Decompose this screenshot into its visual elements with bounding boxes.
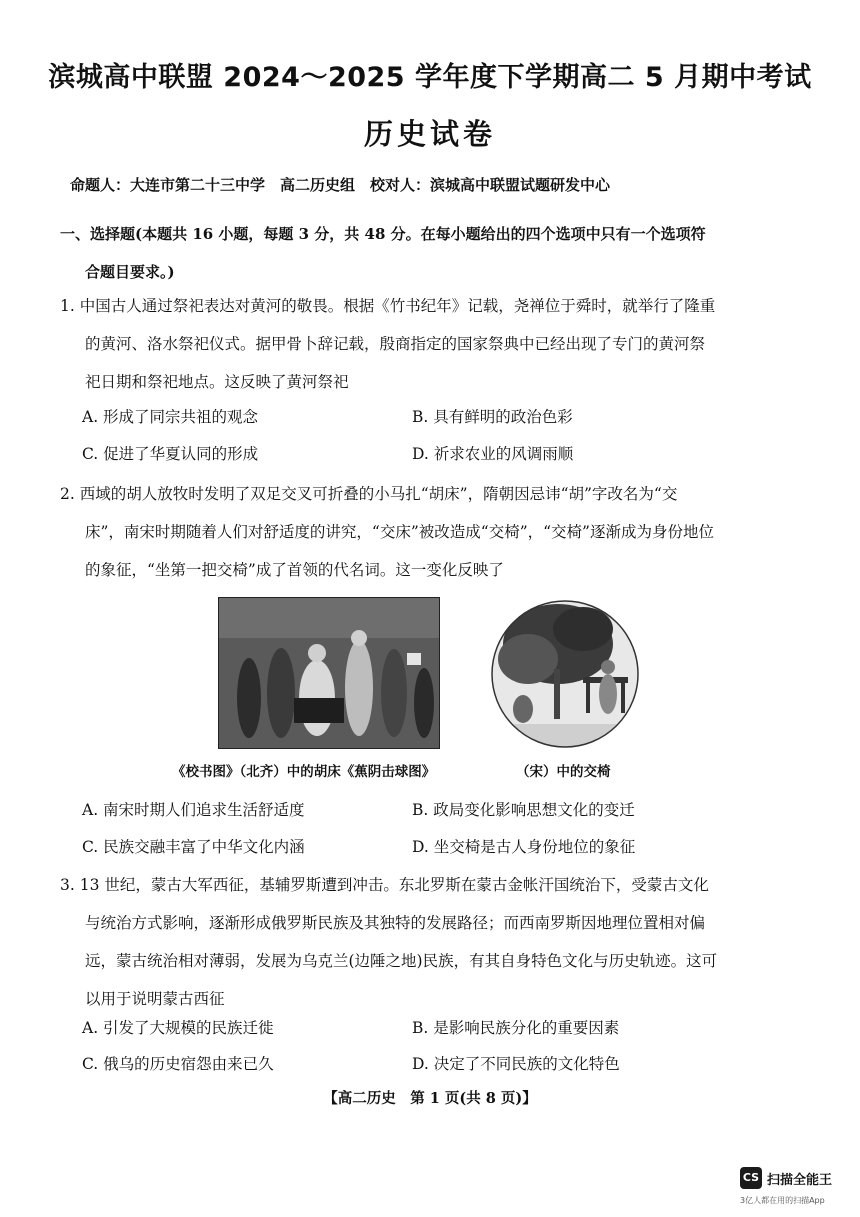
- q1-option-d: D. 祈求农业的风调雨顺: [412, 445, 574, 463]
- section-line-2: 合题目要求。): [85, 263, 175, 281]
- watermark-tagline: 3亿人都在用的扫描App: [740, 1196, 825, 1205]
- q2-option-d: D. 坐交椅是古人身份地位的象征: [412, 838, 636, 856]
- q1-line-1: 1. 中国古人通过祭祀表达对黄河的敬畏。根据《竹书纪年》记载，尧禅位于舜时，就举行了隆重: [60, 297, 716, 315]
- q1-option-b: B. 具有鲜明的政治色彩: [412, 408, 573, 426]
- exam-subject: 历史试卷: [363, 117, 496, 151]
- q1-line-2: 的黄河、洛水祭祀仪式。据甲骨卜辞记载，殷商指定的国家祭典中已经出现了专门的黄河祭: [85, 335, 706, 353]
- exam-title: 滨城高中联盟 2024～2025 学年度下学期高二 5 月期中考试: [48, 62, 812, 93]
- q2-line-2: 床”，南宋时期随着人们对舒适度的讲究，“交床”被改造成“交椅”，“交椅”逐渐成为身份地位: [85, 523, 714, 541]
- q3-line-4: 以用于说明蒙古西征: [85, 990, 225, 1008]
- q2-line-1: 2. 西域的胡人放牧时发明了双足交叉可折叠的小马扎“胡床”，隋朝因忌讳“胡”字改名为“交: [60, 485, 678, 503]
- caption-jiaoyi: （宋）中的交椅: [516, 764, 611, 780]
- q2-option-a: A. 南宋时期人们追求生活舒适度: [82, 801, 305, 819]
- q2-option-c: C. 民族交融丰富了中华文化内涵: [82, 838, 305, 856]
- section-line-1: 一、选择题(本题共 16 小题，每题 3 分，共 48 分。在每小题给出的四个选项中只有一个选项符: [60, 225, 706, 243]
- question-3-stem: [60, 866, 820, 1018]
- q1-line-3: 祀日期和祭祀地点。这反映了黄河祭祀: [85, 373, 349, 391]
- scanner-watermark: [740, 1165, 850, 1210]
- painting-jiaoyin-jiqiu-image: [488, 599, 643, 749]
- q3-line-1: 3. 13 世纪，蒙古大军西征，基辅罗斯遭到冲击。东北罗斯在蒙古金帐汗国统治下，受蒙古文化: [60, 876, 709, 894]
- q2-line-3: 的象征，“坐第一把交椅”成了首领的代名词。这一变化反映了: [85, 561, 504, 579]
- watermark-name: 扫描全能王: [767, 1173, 833, 1188]
- camscanner-logo-icon: CS: [740, 1167, 762, 1189]
- q1-option-a: A. 形成了同宗共祖的观念: [82, 408, 259, 426]
- q3-line-2: 与统治方式影响，逐渐形成俄罗斯民族及其独特的发展路径；而西南罗斯因地理位置相对偏: [85, 914, 706, 932]
- caption-jiaoshutu: 《校书图》（北齐）中的胡床《蕉阴击球图》: [172, 764, 436, 780]
- q3-option-a: A. 引发了大规模的民族迁徙: [82, 1019, 274, 1037]
- section-heading: [60, 215, 820, 291]
- page-footer: 【高二历史 第 1 页(共 8 页)】: [323, 1090, 537, 1107]
- exam-authors: 命题人：大连市第二十三中学 高二历史组 校对人：滨城高中联盟试题研发中心: [70, 176, 611, 194]
- question-1-stem: [60, 287, 820, 401]
- q2-option-b: B. 政局变化影响思想文化的变迁: [412, 801, 635, 819]
- q3-option-c: C. 俄乌的历史宿怨由来已久: [82, 1055, 274, 1073]
- painting-jiaoshutu-image: [218, 597, 440, 749]
- question-2-stem: [60, 475, 820, 589]
- q3-option-b: B. 是影响民族分化的重要因素: [412, 1019, 620, 1037]
- q3-option-d: D. 决定了不同民族的文化特色: [412, 1055, 620, 1073]
- q1-option-c: C. 促进了华夏认同的形成: [82, 445, 259, 463]
- q3-line-3: 远，蒙古统治相对薄弱，发展为乌克兰(边陲之地)民族，有其自身特色文化与历史轨迹。这可: [85, 952, 718, 970]
